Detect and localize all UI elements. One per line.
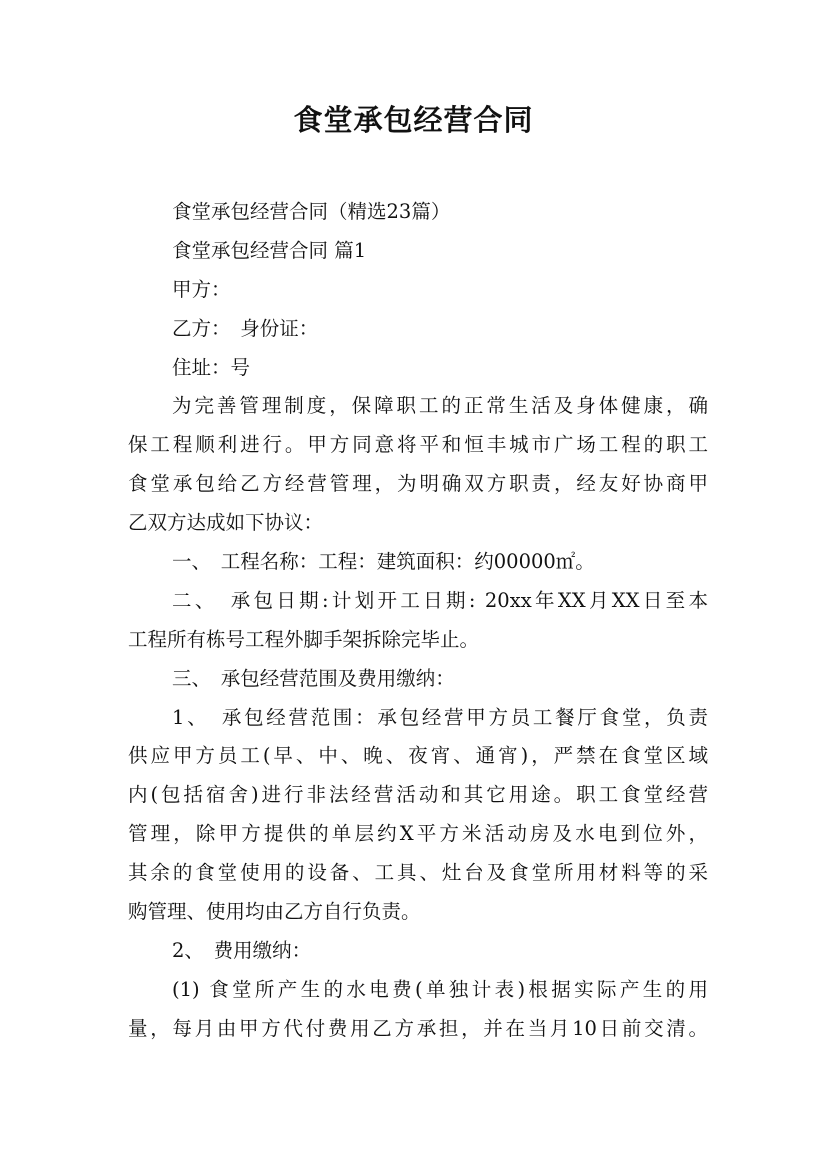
- text-line: 购管理、使用均由乙方自行负责。: [128, 900, 421, 924]
- text-line: 供应甲方员工(早、中、晚、夜宵、通宵)，严禁在食堂区域: [128, 744, 708, 768]
- text-line: 其余的食堂使用的设备、工具、灶台及食堂所用材料等的采: [128, 861, 708, 885]
- text-line: 2、 费用缴纳：: [172, 938, 312, 962]
- text-line: 管理，除甲方提供的单层约X平方米活动房及水电到位外，: [128, 822, 708, 846]
- text-line: 二、 承包日期:计划开工日期: 20xx年XX月XX日至本: [172, 588, 708, 612]
- contract-body: [128, 193, 708, 1049]
- text-line: 甲方：: [172, 277, 231, 301]
- text-line: 乙方： 身份证：: [172, 316, 319, 340]
- text-line: 食堂承包经营合同 篇1: [172, 238, 367, 262]
- text-line: 一、 工程名称：工程：建筑面积：约00000㎡。: [172, 550, 595, 574]
- text-line: 保工程顺利进行。甲方同意将平和恒丰城市广场工程的职工: [128, 433, 708, 457]
- text-line: 食堂承包经营合同（精选23篇）: [172, 200, 451, 223]
- text-line: (1) 食堂所产生的水电费(单独计表)根据实际产生的用: [172, 977, 708, 1001]
- document-title: 食堂承包经营合同: [293, 103, 534, 137]
- text-line: 1、 承包经营范围：承包经营甲方员工餐厅食堂，负责: [172, 705, 708, 729]
- text-line: 三、 承包经营范围及费用缴纳：: [172, 666, 455, 690]
- text-line: 住址：号: [172, 355, 251, 379]
- text-line: 量，每月由甲方代付费用乙方承担，并在当月10日前交清。: [128, 1016, 708, 1040]
- text-line: 工程所有栋号工程外脚手架拆除完毕止。: [128, 627, 480, 651]
- text-line: 乙双方达成如下协议：: [128, 511, 324, 535]
- text-line: 为完善管理制度，保障职工的正常生活及身体健康，确: [172, 394, 708, 418]
- text-line: 内(包括宿舍)进行非法经营活动和其它用途。职工食堂经营: [128, 783, 708, 807]
- text-line: 食堂承包给乙方经营管理，为明确双方职责，经友好协商甲: [128, 472, 708, 496]
